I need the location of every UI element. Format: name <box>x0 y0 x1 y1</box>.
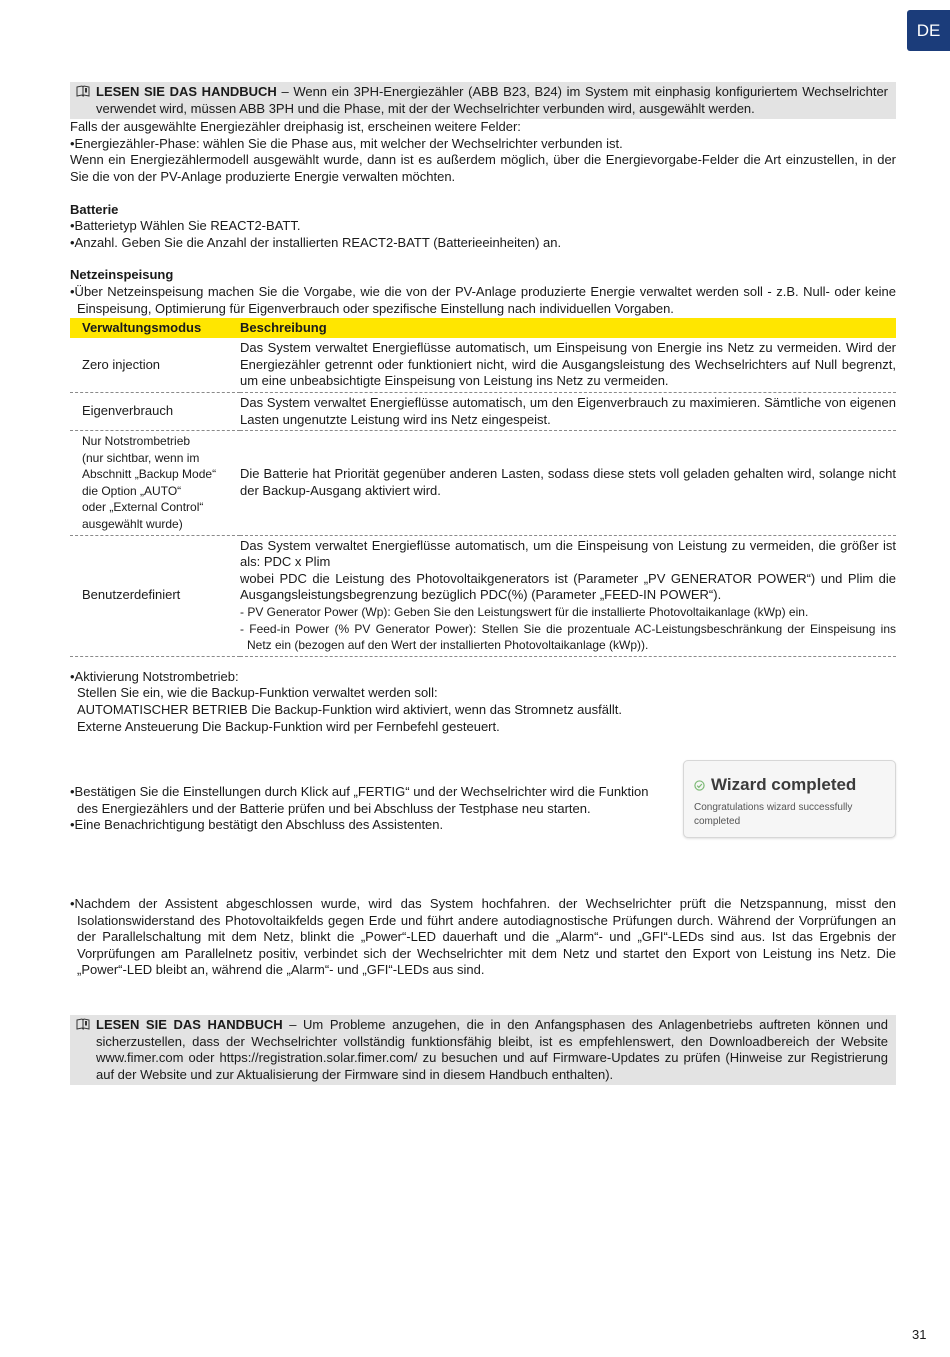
table-row <box>70 431 896 536</box>
mode-cell <box>70 431 240 536</box>
column-header: Verwaltungsmodus <box>70 318 240 338</box>
note-label: LESEN SIE DAS HANDBUCH <box>96 84 277 99</box>
manual-note <box>70 1015 896 1085</box>
wizard-subtitle: Congratulations wizard successfully completed <box>694 802 853 827</box>
mode-cell: Benutzerdefiniert <box>70 535 240 656</box>
mode-line: oder „External Control“ <box>82 500 204 515</box>
paragraph: Wenn ein Energiezählermodell ausgewählt wurde, dann ist es außerdem möglich, über die Energievorgabe-Felder die Art einzustellen, in der Sie die von der PV-Anlage produzierte Energie verwalten möchten. <box>70 152 896 184</box>
wizard-completed-card <box>683 760 896 838</box>
description-cell: Das System verwaltet Energieflüsse automatisch, um den Eigenverbrauch zu maximieren. Sämtliche von eigenen Lasten ungenutzte Leistung wird ins Netz eingespeist. <box>240 392 896 430</box>
wizard-title: Wizard completed <box>711 775 857 794</box>
indented-line: Externe Ansteuerung Die Backup-Funktion wird per Fernbefehl gesteuert. <box>77 718 500 734</box>
description-cell: Das System verwaltet Energieflüsse automatisch, um Einspeisung von Energie ins Netz zu vermeiden. Wird der Energiezähler getrennt oder funktioniert nicht, wird die Ausgangsleistung des Wechselrichters auf Null begrenzt, um eine unbeabsichtigte Einspeisung von Leistung ins Netz zu vermeiden. <box>240 338 896 392</box>
bullet-item: •Anzahl. Geben Sie die Anzahl der installierten REACT2-BATT (Batterieeinheiten) an. <box>70 234 562 250</box>
description-line: wobei PDC die Leistung des Photovoltaikgenerators ist (Parameter „PV GENERATOR POWER“) und Plim die Ausgangsleistungsbegrenzung bezüglich PDC(%) (Parameter „FEED-IN POWER“). <box>240 570 896 603</box>
page-number: 31 <box>912 1327 927 1342</box>
table-row <box>70 535 896 656</box>
section-heading-batterie: Batterie <box>70 201 119 217</box>
description-line: - PV Generator Power (Wp): Geben Sie den Leistungswert für die installierte Photovoltaikanlage (kWp) ein. <box>240 605 809 620</box>
page-content <box>70 82 896 1085</box>
description-cell: Die Batterie hat Priorität gegenüber anderen Lasten, sodass diese stets voll geladen gehalten wird, solange nicht der Backup-Ausgang aktiviert wird. <box>240 431 896 536</box>
note-text: – Wenn ein 3PH-Energiezähler (ABB B23, B24) im System mit einphasig konfiguriertem Wechselrichter verwendet wird, müssen ABB 3PH und die Phase, mit der der Wechselrichter verbunden wird, ausgewählt werden. <box>96 84 889 116</box>
mode-cell: Zero injection <box>70 338 240 392</box>
bullet-item: •Eine Benachrichtigung bestätigt den Abschluss des Assistenten. <box>70 817 444 833</box>
mode-line: die Option „AUTO“ <box>82 483 182 498</box>
description-line: Das System verwaltet Energieflüsse automatisch, um die Einspeisung von Leistung zu vermeiden, die größer ist als: PDC x Plim <box>240 537 896 570</box>
mode-line: ausgewählt wurde) <box>82 517 183 532</box>
bullet-item: •Nachdem der Assistent abgeschlossen wurde, wird das System hochfahren. der Wechselrichter prüft die Netzspannung, misst den Isolationswiderstand des Photovoltaikfelds gegen Erde und führt andere autodiagnostische Prüfungen durch. Während der Vorprüfungen an der Parallelschaltung mit dem Netz, blinkt die „Power“-LED dauerhaft und die „Alarm“- und „GFI“-LEDs sind aus. Ist das Ergebnis der Vorprüfungen am Parallelnetz positiv, verbindet sich der Wechselrichter mit dem Netz und startet den Export von Leistung ins Netz. Die „Power“-LED bleibt an, während die „Alarm“- und „GFI“-LEDs aus sind. <box>70 895 896 978</box>
section-heading-netzeinspeisung: Netzeinspeisung <box>70 267 174 283</box>
management-mode-table <box>70 318 896 657</box>
check-circle-icon <box>694 780 705 791</box>
mode-line: (nur sichtbar, wenn im <box>82 450 200 465</box>
indented-line: des Energiezählers und der Batterie prüfen und bei Abschluss der Testphase neu starten. <box>77 800 591 816</box>
indented-line: Stellen Sie ein, wie die Backup-Funktion verwaltet werden soll: <box>77 685 438 701</box>
column-header: Beschreibung <box>240 318 896 338</box>
note-text: – Um Probleme anzugehen, die in den Anfangsphasen des Anlagenbetriebs auftreten können und sicherzustellen, dass der Wechselrichter vollständig funktionsfähig bleibt, ist es empfehlenswert, den Downloadbereich der Website www.fimer.com oder https://registration.solar.fimer.com/ zu besuchen und auf Firmware-Updates zu prüfen (Hinweise zur Registrierung auf der Website und zur Aktualisierung der Firmware sind in diesem Handbuch enthalten). <box>96 1016 888 1082</box>
paragraph: Falls der ausgewählte Energiezähler dreiphasig ist, erscheinen weitere Felder: <box>70 119 521 135</box>
description-line: - Feed-in Power (% PV Generator Power): Stellen Sie die prozentuale AC-Leistungsbeschränkung der Einspeisung ins Netz ein (bezogen auf den Wert der installierten Photovoltaikanlage (kWp)). <box>240 621 896 653</box>
description-cell <box>240 535 896 656</box>
language-tab: DE <box>907 10 950 51</box>
note-label: LESEN SIE DAS HANDBUCH <box>96 1016 283 1032</box>
mode-line: Nur Notstrombetrieb <box>82 434 191 449</box>
indented-line: AUTOMATISCHER BETRIEB Die Backup-Funktion wird aktiviert, wenn das Stromnetz ausfällt. <box>77 702 622 717</box>
bullet-item: •Batterietyp Wählen Sie REACT2-BATT. <box>70 218 301 234</box>
table-header-row <box>70 318 896 338</box>
bullet-item: •Aktivierung Notstrombetrieb: <box>70 668 239 684</box>
mode-line: Abschnitt „Backup Mode“ <box>82 467 217 482</box>
wizard-title-row <box>694 775 885 795</box>
table-row <box>70 392 896 430</box>
book-icon <box>76 85 90 97</box>
mode-cell: Eigenverbrauch <box>70 392 240 430</box>
book-icon <box>76 1018 90 1030</box>
table-row <box>70 338 896 392</box>
manual-note <box>70 82 896 119</box>
bullet-item: •Bestätigen Sie die Einstellungen durch Klick auf „FERTIG“ und der Wechselrichter wird die Funktion <box>70 784 649 800</box>
bullet-item: •Energiezähler-Phase: wählen Sie die Phase aus, mit welcher der Wechselrichter verbunden ist. <box>70 135 623 151</box>
bullet-item: •Über Netzeinspeisung machen Sie die Vorgabe, wie die von der PV-Anlage produzierte Energie verwaltet werden soll - z.B. Null- oder keine Einspeisung, Optimierung für Eigenverbrauch oder spezifische Einstellung nach individuellen Vorgaben. <box>70 283 896 316</box>
